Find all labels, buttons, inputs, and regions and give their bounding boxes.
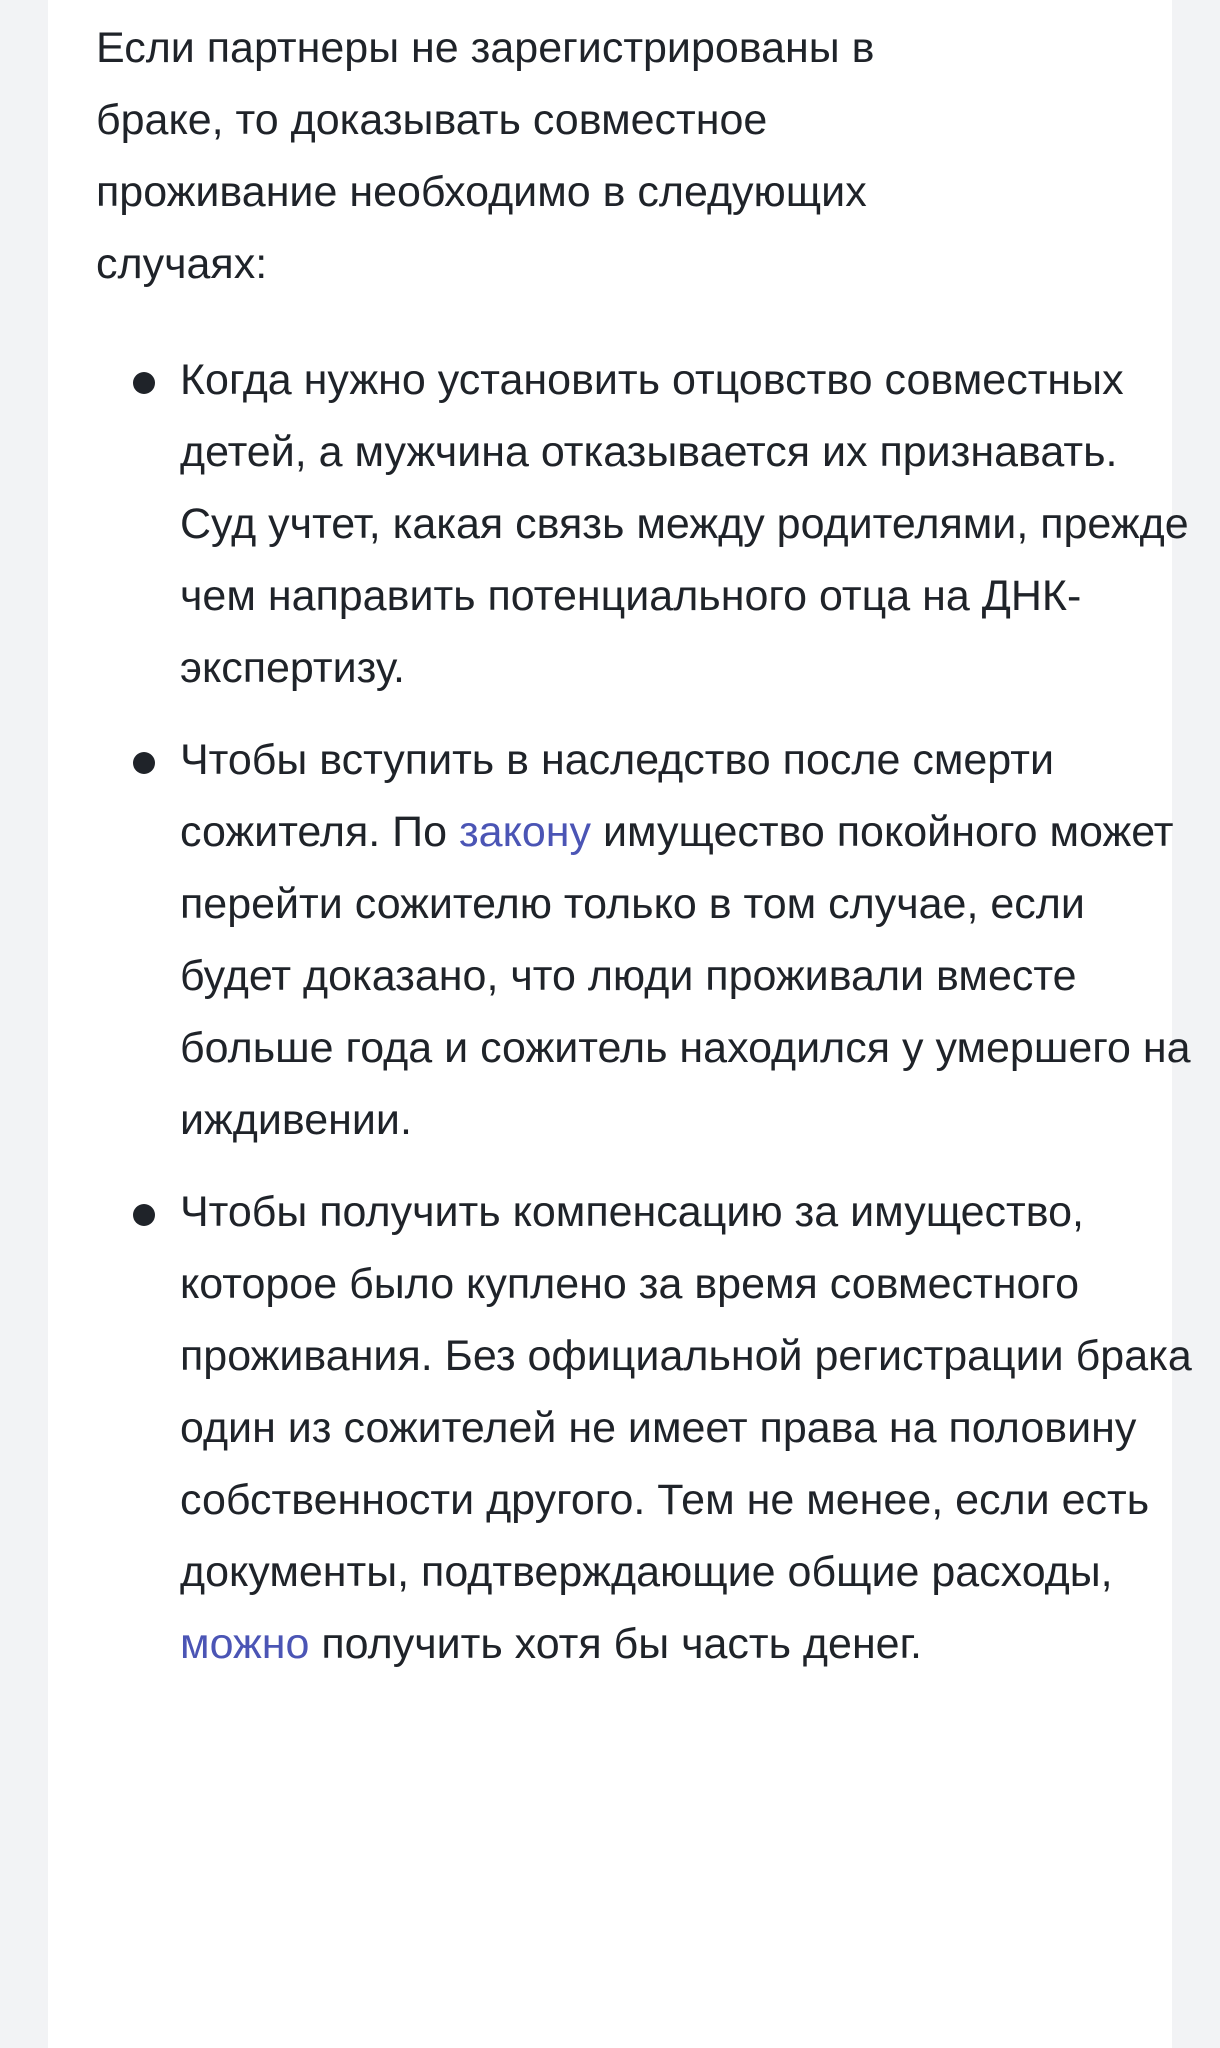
article-card [48, 0, 1192, 2048]
bullet-dot-icon [133, 1204, 155, 1226]
bullet-dot-icon [133, 372, 155, 394]
list-item-text-start: Чтобы вступить в наследство после смерти сожителя. По [180, 736, 1054, 856]
list-item-text: Когда нужно установить отцовство совместных детей, а мужчина отказывается их признавать. Суд учтет, какая связь между родителями, прежде чем направить потенциального отца на ДНК-экспертизу. [180, 356, 1189, 692]
list-item-text-end: имущество покойного может перейти сожителю только в том случае, если будет доказано, что люди проживали вместе больше года и сожитель находился у умершего на иждивении. [180, 808, 1191, 1144]
law-link[interactable]: закону [458, 808, 592, 856]
list-item-text-start: Чтобы получить компенсацию за имущество, которое было куплено за время совместного проживания. Без официальной регистрации брака один из сожителей не имеет права на половину собственности другого. Тем не менее, если есть документы, подтверждающие общие расходы, [180, 1188, 1192, 1596]
bullet-list [96, 344, 1192, 1680]
list-item-paternity [96, 344, 1200, 704]
can-link[interactable]: можно [180, 1620, 310, 1668]
article-body [96, 12, 1192, 1700]
list-item-text-end: получить хотя бы часть денег. [309, 1620, 922, 1668]
bullet-dot-icon [133, 752, 155, 774]
list-item-inheritance [96, 724, 1200, 1156]
intro-paragraph: Если партнеры не зарегистрированы в браке, то доказывать совместное проживание необходимо в следующих случаях: [96, 24, 875, 288]
list-item-compensation [96, 1176, 1200, 1680]
